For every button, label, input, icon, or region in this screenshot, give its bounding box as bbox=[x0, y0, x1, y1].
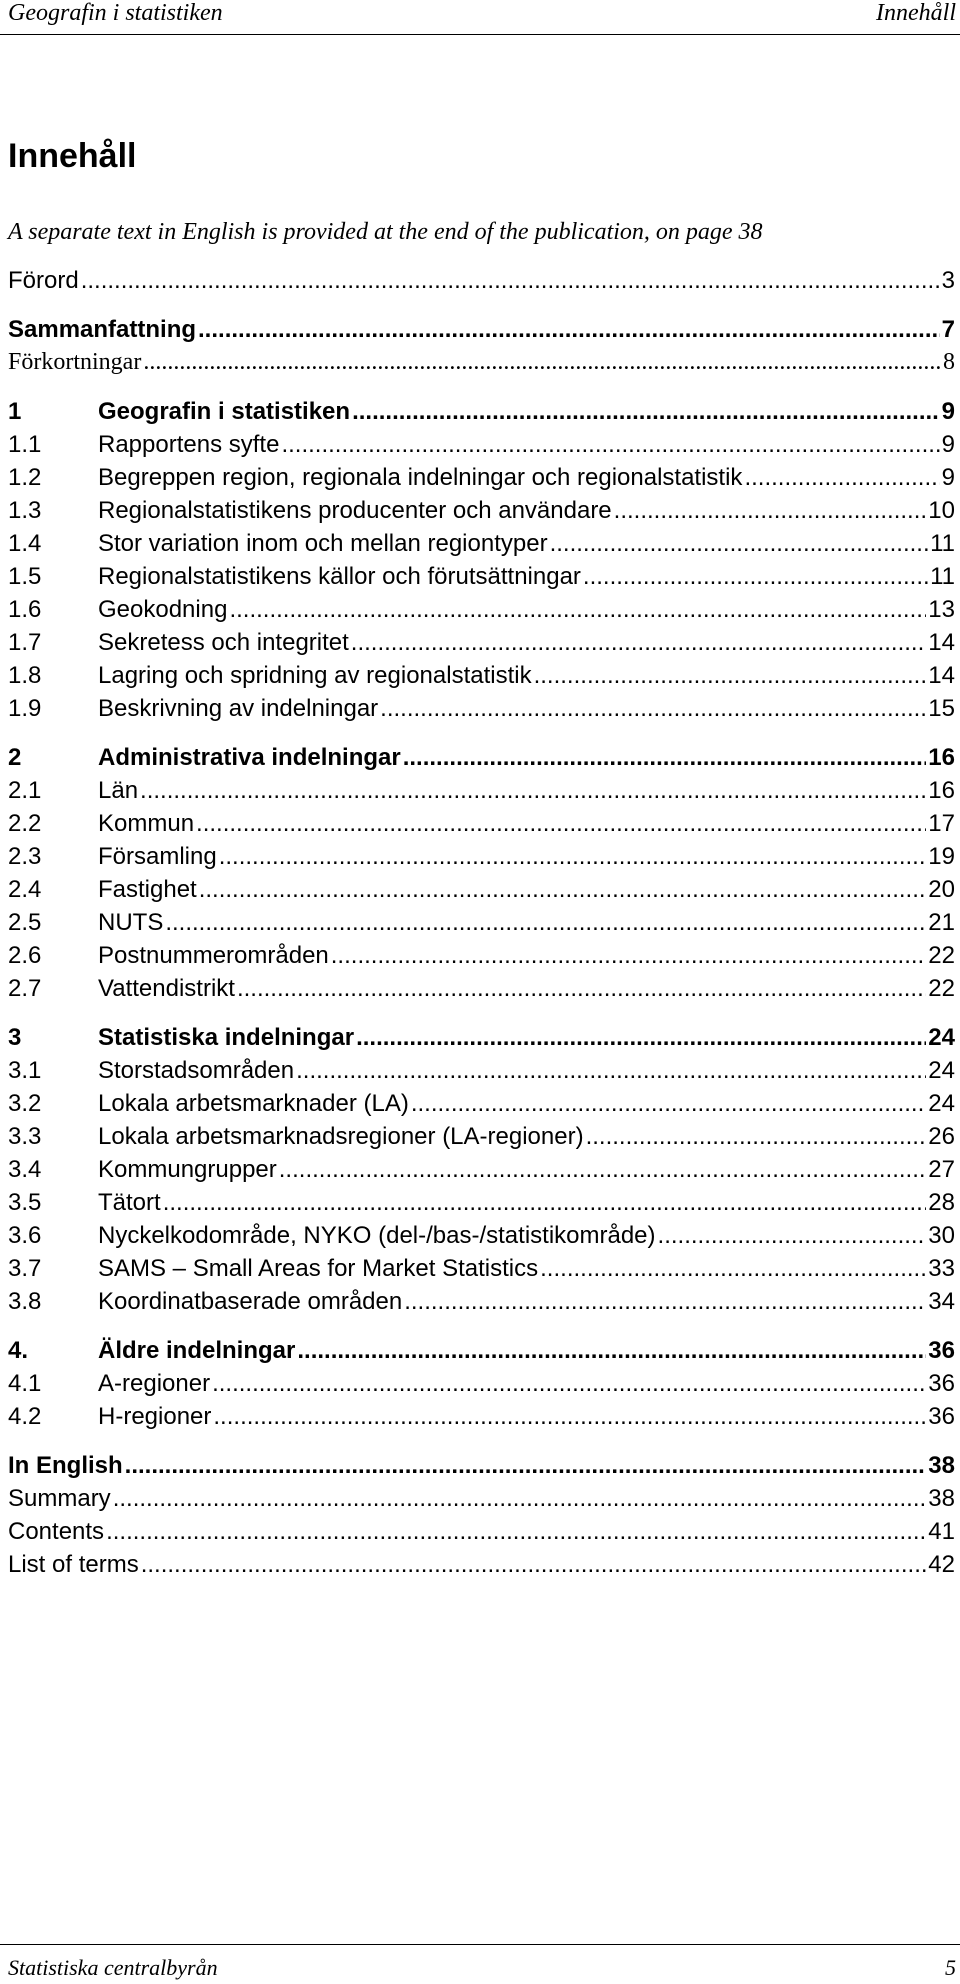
dot-leader bbox=[540, 1252, 926, 1285]
toc-entry-label: Nyckelkodområde, NYKO (del-/bas-/statistikområde) bbox=[98, 1222, 656, 1249]
toc-entry-page: 8 bbox=[943, 349, 955, 375]
toc-entry-number: 2.5 bbox=[8, 909, 42, 936]
page-number: 5 bbox=[945, 1955, 956, 1980]
toc-entry-forord[interactable] bbox=[8, 264, 955, 297]
dot-leader bbox=[614, 494, 927, 527]
toc-entry-summary[interactable] bbox=[8, 1482, 955, 1515]
dot-leader bbox=[352, 395, 940, 428]
toc-entry[interactable] bbox=[8, 1285, 955, 1318]
toc-entry-page: 34 bbox=[928, 1288, 955, 1315]
toc-entry[interactable] bbox=[8, 1087, 955, 1120]
toc-entry-page: 3 bbox=[941, 267, 955, 294]
toc-entry[interactable] bbox=[8, 593, 955, 626]
toc-entry-number: 3.4 bbox=[8, 1156, 42, 1183]
toc-entry-page: 24 bbox=[928, 1024, 955, 1051]
toc-entry-number: 3.1 bbox=[8, 1057, 42, 1084]
toc-entry-contents[interactable] bbox=[8, 1515, 955, 1548]
toc-entry-page: 16 bbox=[928, 777, 955, 804]
toc-entry-page: 41 bbox=[928, 1518, 955, 1545]
toc-chapter-1[interactable] bbox=[8, 395, 955, 428]
toc-entry[interactable] bbox=[8, 1252, 955, 1285]
toc-entry-number: 3.6 bbox=[8, 1222, 42, 1249]
toc-entry-label: Postnummerområden bbox=[98, 942, 329, 969]
toc-entry-label: Församling bbox=[98, 843, 217, 870]
toc-entry-label: Förord bbox=[8, 267, 79, 294]
toc-entry[interactable] bbox=[8, 1120, 955, 1153]
dot-leader bbox=[658, 1219, 927, 1252]
dot-leader bbox=[296, 1054, 926, 1087]
toc-entry[interactable] bbox=[8, 906, 955, 939]
running-header-title: Geografin i statistiken bbox=[8, 0, 223, 26]
dot-leader bbox=[744, 461, 939, 494]
toc-entry-label: In English bbox=[8, 1452, 123, 1479]
toc-entry[interactable] bbox=[8, 494, 955, 527]
toc-entry-label: Lagring och spridning av regionalstatistik bbox=[98, 662, 532, 689]
toc-entry-number: 1.3 bbox=[8, 497, 42, 524]
toc-entry[interactable] bbox=[8, 1400, 955, 1433]
toc-entry-label: Fastighet bbox=[98, 876, 197, 903]
dot-leader bbox=[279, 1153, 927, 1186]
toc-chapter-2[interactable] bbox=[8, 741, 955, 774]
toc-entry-page: 33 bbox=[928, 1255, 955, 1282]
toc-entry-page: 38 bbox=[928, 1452, 955, 1479]
toc-entry-page: 11 bbox=[930, 563, 955, 590]
toc-entry-page: 24 bbox=[928, 1090, 955, 1117]
toc-entry-page: 16 bbox=[928, 744, 955, 771]
dot-leader bbox=[583, 560, 928, 593]
toc-entry-number: 1.4 bbox=[8, 530, 42, 557]
dot-leader bbox=[199, 873, 927, 906]
toc-entry-label: Statistiska indelningar bbox=[98, 1024, 355, 1051]
toc-entry-number: 3.2 bbox=[8, 1090, 42, 1117]
dot-leader bbox=[281, 428, 939, 461]
toc-entry-label: Regionalstatistikens producenter och användare bbox=[98, 497, 612, 524]
toc-chapter-3[interactable] bbox=[8, 1021, 955, 1054]
toc-entry-number: 1.5 bbox=[8, 563, 42, 590]
toc-entry-label: Län bbox=[98, 777, 139, 804]
dot-leader bbox=[125, 1449, 927, 1482]
dot-leader bbox=[356, 1021, 926, 1054]
toc-entry-number: 1.8 bbox=[8, 662, 42, 689]
toc-entry-page: 10 bbox=[928, 497, 955, 524]
dot-leader bbox=[380, 692, 926, 725]
toc-entry[interactable] bbox=[8, 461, 955, 494]
toc-entry[interactable] bbox=[8, 1186, 955, 1219]
header-rule bbox=[0, 34, 960, 35]
toc-entry-page: 26 bbox=[928, 1123, 955, 1150]
toc-entry-label: A-regioner bbox=[98, 1370, 211, 1397]
toc-entry-page: 9 bbox=[941, 464, 955, 491]
toc-entry-label: Summary bbox=[8, 1485, 111, 1512]
toc-entry-label: Geografin i statistiken bbox=[98, 398, 351, 425]
toc-entry[interactable] bbox=[8, 1219, 955, 1252]
toc-entry-label: Sekretess och integritet bbox=[98, 629, 349, 656]
toc-entry-label: Geokodning bbox=[98, 596, 228, 623]
toc-entry-page: 19 bbox=[928, 843, 955, 870]
toc-entry-label: Storstadsområden bbox=[98, 1057, 295, 1084]
toc-entry-number: 2.6 bbox=[8, 942, 42, 969]
toc-entry-number: 1 bbox=[8, 398, 22, 425]
dot-leader bbox=[237, 972, 926, 1005]
dot-leader bbox=[140, 774, 926, 807]
toc-entry-label: List of terms bbox=[8, 1551, 139, 1578]
toc-entry-label: H-regioner bbox=[98, 1403, 212, 1430]
toc-entry[interactable] bbox=[8, 659, 955, 692]
toc-entry-page: 36 bbox=[928, 1337, 955, 1364]
toc-entry-label: Lokala arbetsmarknadsregioner (LA-regioner) bbox=[98, 1123, 584, 1150]
toc-entry-page: 17 bbox=[928, 810, 955, 837]
dot-leader bbox=[113, 1482, 927, 1515]
toc-entry[interactable] bbox=[8, 1054, 955, 1087]
running-header bbox=[0, 0, 960, 48]
toc-entry-label: Begreppen region, regionala indelningar och regionalstatistik bbox=[98, 464, 743, 491]
toc-entry-number: 1.7 bbox=[8, 629, 42, 656]
dot-leader bbox=[81, 264, 940, 297]
toc-entry-number: 2.3 bbox=[8, 843, 42, 870]
toc-entry-number: 2.2 bbox=[8, 810, 42, 837]
dot-leader bbox=[143, 346, 941, 379]
toc-entry-label: Beskrivning av indelningar bbox=[98, 695, 379, 722]
toc-entry-number: 1.1 bbox=[8, 431, 42, 458]
dot-leader bbox=[534, 659, 927, 692]
toc-entry-number: 4. bbox=[8, 1337, 29, 1364]
toc-entry-number: 1.6 bbox=[8, 596, 42, 623]
dot-leader bbox=[165, 906, 926, 939]
toc-entry-in-english[interactable] bbox=[8, 1449, 955, 1482]
publisher-name: Statistiska centralbyrån bbox=[8, 1955, 218, 1980]
dot-leader bbox=[331, 939, 927, 972]
toc-entry-label: Äldre indelningar bbox=[98, 1337, 296, 1364]
dot-leader bbox=[586, 1120, 927, 1153]
dot-leader bbox=[351, 626, 927, 659]
toc-entry-label: Sammanfattning bbox=[8, 316, 197, 343]
toc-entry[interactable] bbox=[8, 692, 955, 725]
toc-entry-number: 4.2 bbox=[8, 1403, 42, 1430]
toc-entry-label: Contents bbox=[8, 1518, 105, 1545]
toc-entry-page: 36 bbox=[928, 1370, 955, 1397]
toc-entry-number: 2.7 bbox=[8, 975, 42, 1002]
toc-entry-number: 2 bbox=[8, 744, 22, 771]
toc-entry[interactable] bbox=[8, 560, 955, 593]
dot-leader bbox=[550, 527, 929, 560]
page-title: Innehåll bbox=[8, 137, 137, 175]
toc-entry-label: Kommun bbox=[98, 810, 195, 837]
toc-entry-page: 9 bbox=[941, 431, 955, 458]
toc-entry-page: 20 bbox=[928, 876, 955, 903]
toc-entry[interactable] bbox=[8, 1367, 955, 1400]
dot-leader bbox=[229, 593, 926, 626]
toc-entry-list-of-terms[interactable] bbox=[8, 1548, 955, 1581]
toc-entry-page: 13 bbox=[928, 596, 955, 623]
toc-entry-page: 11 bbox=[930, 530, 955, 557]
dot-leader bbox=[213, 1400, 926, 1433]
toc-entry-number: 3.3 bbox=[8, 1123, 42, 1150]
dot-leader bbox=[196, 807, 926, 840]
dot-leader bbox=[141, 1548, 927, 1581]
english-note: A separate text in English is provided at the end of the publication, on page 38 bbox=[8, 219, 763, 245]
dot-leader bbox=[297, 1334, 926, 1367]
toc-entry[interactable] bbox=[8, 1153, 955, 1186]
toc-entry-page: 38 bbox=[928, 1485, 955, 1512]
dot-leader bbox=[219, 840, 927, 873]
toc-entry-label: Vattendistrikt bbox=[98, 975, 235, 1002]
toc-entry-number: 3 bbox=[8, 1024, 22, 1051]
toc-entry-number: 3.7 bbox=[8, 1255, 42, 1282]
toc-entry-page: 14 bbox=[928, 629, 955, 656]
toc-entry-label: Administrativa indelningar bbox=[98, 744, 401, 771]
toc-entry-label: Rapportens syfte bbox=[98, 431, 280, 458]
toc-entry[interactable] bbox=[8, 939, 955, 972]
toc-entry-page: 28 bbox=[928, 1189, 955, 1216]
running-header-section: Innehåll bbox=[876, 0, 956, 26]
dot-leader bbox=[212, 1367, 926, 1400]
toc-entry-page: 15 bbox=[928, 695, 955, 722]
dot-leader bbox=[163, 1186, 927, 1219]
toc-entry-page: 30 bbox=[928, 1222, 955, 1249]
toc-entry-page: 24 bbox=[928, 1057, 955, 1084]
toc-entry[interactable] bbox=[8, 626, 955, 659]
toc-entry-number: 1.2 bbox=[8, 464, 42, 491]
toc-entry-number: 1.9 bbox=[8, 695, 42, 722]
toc-entry-label: Lokala arbetsmarknader (LA) bbox=[98, 1090, 409, 1117]
toc-chapter-4[interactable] bbox=[8, 1334, 955, 1367]
footer-rule bbox=[0, 1944, 960, 1945]
toc-entry-page: 42 bbox=[928, 1551, 955, 1578]
toc-entry[interactable] bbox=[8, 972, 955, 1005]
toc-entry-page: 9 bbox=[941, 398, 955, 425]
toc-entry-page: 22 bbox=[928, 942, 955, 969]
dot-leader bbox=[411, 1087, 926, 1120]
dot-leader bbox=[403, 741, 927, 774]
toc-entry[interactable] bbox=[8, 873, 955, 906]
toc-entry-sammanfattning[interactable] bbox=[8, 313, 955, 346]
toc-entry-label: Förkortningar bbox=[8, 349, 142, 375]
toc-entry-page: 21 bbox=[928, 909, 955, 936]
toc-entry-label: NUTS bbox=[98, 909, 164, 936]
dot-leader bbox=[404, 1285, 926, 1318]
toc-entry-page: 36 bbox=[928, 1403, 955, 1430]
dot-leader bbox=[198, 313, 940, 346]
toc-entry[interactable] bbox=[8, 527, 955, 560]
toc-entry[interactable] bbox=[8, 428, 955, 461]
toc-entry-page: 27 bbox=[928, 1156, 955, 1183]
toc-entry-page: 14 bbox=[928, 662, 955, 689]
toc-entry-forkortningar[interactable] bbox=[8, 346, 955, 379]
toc-entry-number: 2.4 bbox=[8, 876, 42, 903]
toc-entry-label: Stor variation inom och mellan regiontyper bbox=[98, 530, 548, 557]
toc-entry-number: 3.5 bbox=[8, 1189, 42, 1216]
toc-entry-label: Koordinatbaserade områden bbox=[98, 1288, 403, 1315]
toc-entry-label: Kommungrupper bbox=[98, 1156, 277, 1183]
toc-entry-label: Regionalstatistikens källor och förutsättningar bbox=[98, 563, 581, 590]
toc-entry-page: 7 bbox=[941, 316, 955, 343]
toc-entry-number: 3.8 bbox=[8, 1288, 42, 1315]
toc-entry-label: Tätort bbox=[98, 1189, 161, 1216]
running-footer bbox=[0, 1944, 960, 1984]
toc-entry-number: 2.1 bbox=[8, 777, 42, 804]
toc-entry-number: 4.1 bbox=[8, 1370, 42, 1397]
toc-entry[interactable] bbox=[8, 840, 955, 873]
dot-leader bbox=[106, 1515, 926, 1548]
toc-entry[interactable] bbox=[8, 807, 955, 840]
toc-entry-label: SAMS – Small Areas for Market Statistics bbox=[98, 1255, 539, 1282]
toc-entry-page: 22 bbox=[928, 975, 955, 1002]
toc-entry[interactable] bbox=[8, 774, 955, 807]
